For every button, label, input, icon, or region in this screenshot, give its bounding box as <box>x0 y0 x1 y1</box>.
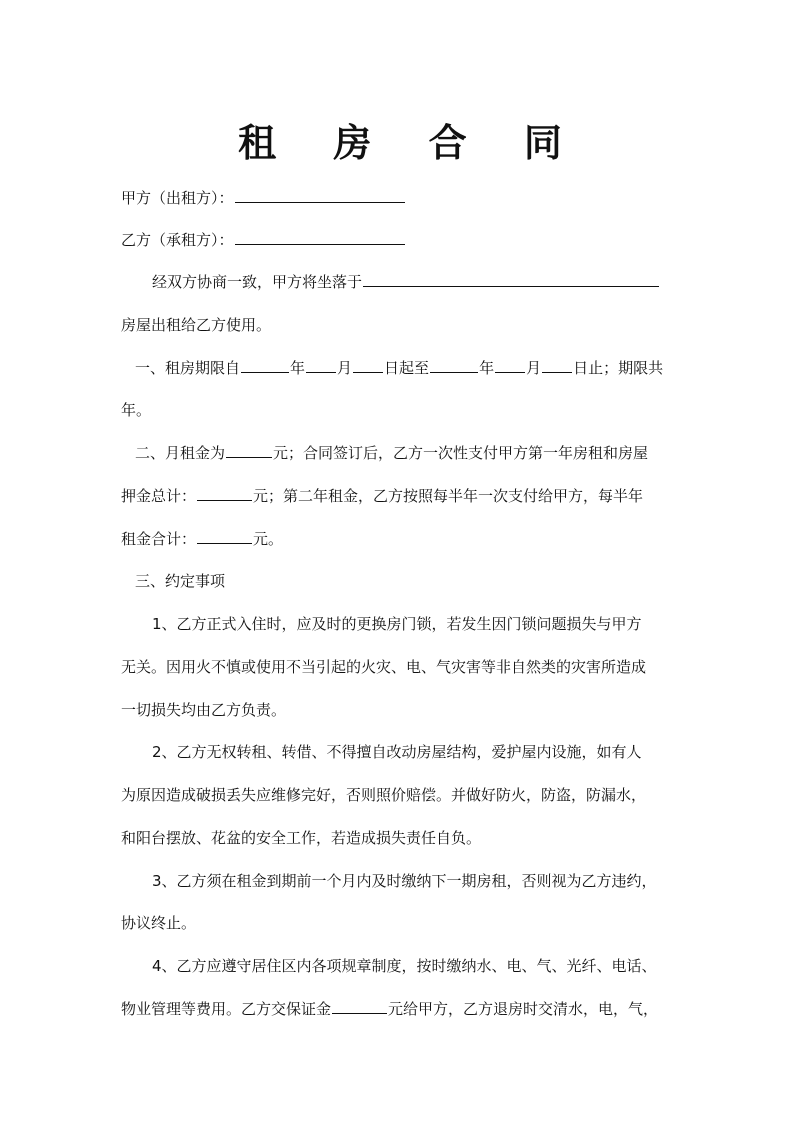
item3-line-1 <box>152 870 657 892</box>
start-day-blank[interactable] <box>353 357 383 373</box>
start-year-blank[interactable] <box>241 357 289 373</box>
clause1-day2: 日止；期限共 <box>573 359 664 377</box>
clause2-rent-total-label: 租金合计： <box>121 530 197 548</box>
end-month-blank[interactable] <box>495 357 525 373</box>
party-b-label: 乙方（承租方）： <box>121 231 234 249</box>
clause1-tail: 年。 <box>121 401 152 419</box>
page-title: 租 房 合 同 <box>238 120 584 165</box>
clause1-year1: 年 <box>290 359 306 377</box>
item2-text-3: 和阳台摆放、花盆的安全工作，若造成损失责任自负。 <box>121 829 482 847</box>
end-year-blank[interactable] <box>430 357 478 373</box>
clause2-line-2 <box>121 485 643 507</box>
item1-text-2: 无关。因用火不慎或使用不当引起的火灾、电、气灾害等非自然类的灾害所造成 <box>121 658 647 676</box>
item3-text-2: 协议终止。 <box>121 914 197 932</box>
item1-line-3 <box>121 699 286 721</box>
end-day-blank[interactable] <box>542 357 572 373</box>
item2-text-2: 为原因造成破损丢失应维修完好，否则照价赔偿。并做好防火，防盗，防漏水， <box>121 786 647 804</box>
intro-line-1 <box>152 271 660 293</box>
clause2-text-2: 元；第二年租金，乙方按照每半年一次支付给甲方，每半年 <box>253 487 644 505</box>
intro-line-2 <box>121 314 271 336</box>
security-deposit-blank[interactable] <box>332 998 387 1014</box>
clause1-year2: 年 <box>479 359 495 377</box>
clause3-heading <box>135 570 225 592</box>
party-a-label: 甲方（出租方）： <box>121 189 234 207</box>
party-b-line <box>121 229 406 251</box>
item1-text-3: 一切损失均由乙方负责。 <box>121 701 287 719</box>
item4-text-2a: 物业管理等费用。乙方交保证金 <box>121 1000 332 1018</box>
item3-text-1: 3、乙方须在租金到期前一个月内及时缴纳下一期房租，否则视为乙方违约， <box>152 872 657 890</box>
half-year-rent-blank[interactable] <box>197 528 252 544</box>
clause1-day1: 日起至 <box>384 359 430 377</box>
clause2-deposit-label: 押金总计： <box>121 487 197 505</box>
clause3-heading-text: 三、约定事项 <box>135 572 226 590</box>
party-a-blank[interactable] <box>235 187 405 203</box>
item3-line-2 <box>121 912 196 934</box>
clause2-prefix: 二、月租金为 <box>135 444 226 462</box>
item2-line-3 <box>121 827 481 849</box>
clause2-line-3 <box>121 528 283 550</box>
intro-text-2: 房屋出租给乙方使用。 <box>121 316 272 334</box>
item4-text-2b: 元给甲方，乙方退房时交清水，电，气， <box>388 1000 659 1018</box>
clause1-line-1 <box>135 357 663 379</box>
item4-text-1: 4、乙方应遵守居住区内各项规章制度，按时缴纳水、电、气、光纤、电话、 <box>152 957 657 975</box>
item2-text-1: 2、乙方无权转租、转借、不得擅自改动房屋结构，爱护屋内设施，如有人 <box>152 743 642 761</box>
clause2-line-1 <box>135 442 648 464</box>
party-b-blank[interactable] <box>235 229 405 245</box>
monthly-rent-blank[interactable] <box>226 442 272 458</box>
deposit-total-blank[interactable] <box>197 485 252 501</box>
start-month-blank[interactable] <box>306 357 336 373</box>
clause1-month2: 月 <box>526 359 542 377</box>
item1-text-1: 1、乙方正式入住时，应及时的更换房门锁，若发生因门锁问题损失与甲方 <box>152 615 642 633</box>
party-a-line <box>121 187 406 209</box>
intro-text-1: 经双方协商一致，甲方将坐落于 <box>152 273 363 291</box>
item2-line-2 <box>121 784 646 806</box>
clause1-line-2 <box>121 399 151 421</box>
clause1-prefix: 一、租房期限自 <box>135 359 241 377</box>
item4-line-2 <box>121 998 658 1020</box>
item4-line-1 <box>152 955 657 977</box>
property-address-blank[interactable] <box>363 271 659 287</box>
clause1-month1: 月 <box>337 359 353 377</box>
clause2-text-1: 元；合同签订后，乙方一次性支付甲方第一年房租和房屋 <box>273 444 649 462</box>
item1-line-1 <box>152 613 642 635</box>
item1-line-2 <box>121 656 646 678</box>
clause2-text-3: 元。 <box>253 530 284 548</box>
item2-line-1 <box>152 741 642 763</box>
